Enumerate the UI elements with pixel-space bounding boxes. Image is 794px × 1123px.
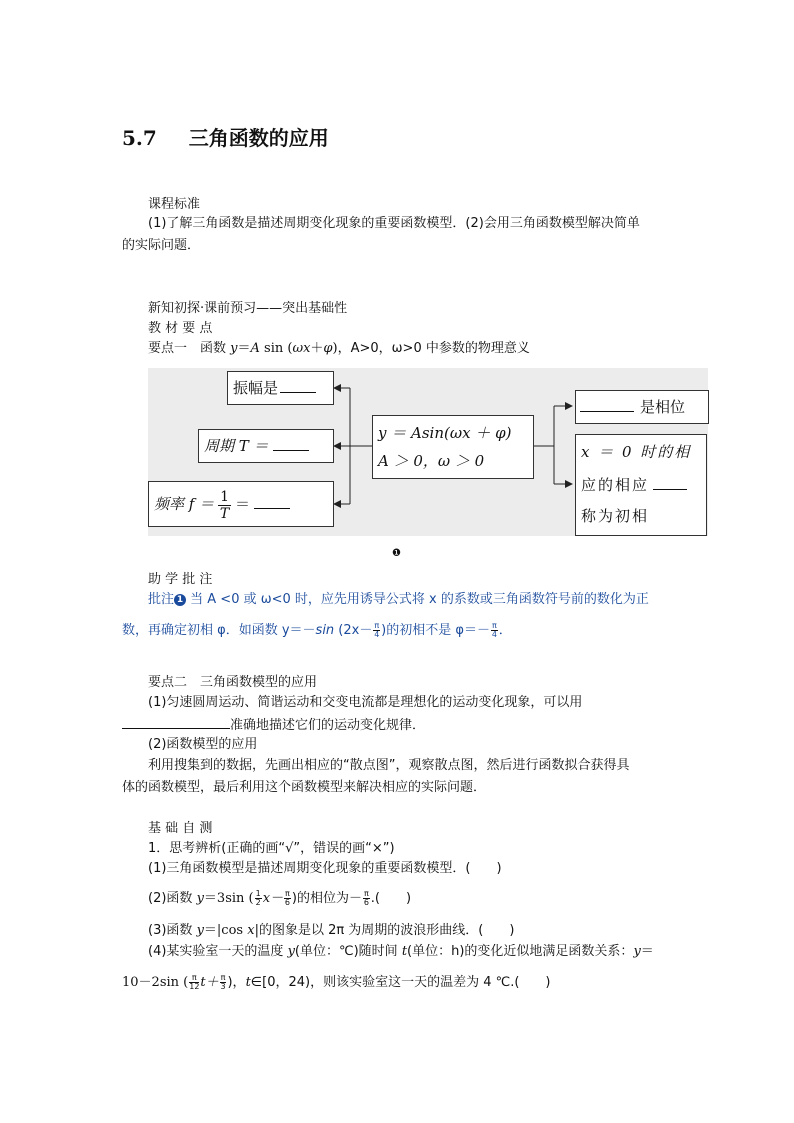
s3-y: y bbox=[196, 923, 204, 938]
s5-prefix: 10－2sin ( bbox=[122, 975, 189, 990]
s4-prefix: (4)某实验室一天的温度 bbox=[148, 944, 288, 959]
parameter-diagram bbox=[148, 368, 708, 536]
s5-pi3-den: 3 bbox=[220, 982, 226, 991]
note-frac2 bbox=[491, 622, 498, 639]
s2-suffix: .( ) bbox=[370, 891, 412, 906]
s2-frac-pi6 bbox=[284, 890, 291, 907]
s2-x: x－ bbox=[262, 891, 284, 906]
point2-line1: (1)匀速圆周运动、简谐运动和交变电流都是理想化的运动变化现象，可以用 bbox=[148, 695, 583, 710]
point1-eq: ＝ bbox=[237, 341, 251, 356]
initial-phase-line2-text: 应的相应 bbox=[581, 476, 650, 494]
s5-frac-pi12 bbox=[189, 974, 199, 991]
note-text2d: ． bbox=[498, 623, 512, 638]
point1-plus: ＋ bbox=[310, 341, 324, 356]
frequency-denominator: T bbox=[219, 505, 230, 522]
initial-phase-blank bbox=[653, 473, 687, 490]
phase-box bbox=[575, 390, 709, 424]
section-name: 三角函数的应用 bbox=[188, 126, 329, 150]
s2-half-num: 1 bbox=[255, 889, 261, 898]
point2-blank bbox=[122, 714, 230, 729]
s4-y: y bbox=[287, 944, 295, 959]
s2-frac-pi6b bbox=[363, 890, 370, 907]
s4-y2: y bbox=[633, 944, 641, 959]
s5-pi3-num: π bbox=[220, 973, 226, 982]
point1-phi: φ bbox=[323, 341, 333, 356]
s3-suffix: |的图象是以 2π 为周期的波浪形曲线．( ) bbox=[254, 923, 515, 938]
initial-phase-line1: x ＝ 0 时的相 bbox=[581, 443, 692, 461]
amplitude-blank bbox=[280, 376, 316, 393]
note-sin: sin bbox=[315, 623, 335, 638]
function-condition: A ＞ 0，ω ＞ 0 bbox=[378, 452, 485, 470]
point1-A: A bbox=[250, 341, 260, 356]
note-text2c: )的初相不是 φ＝－ bbox=[381, 623, 490, 638]
selftest-s3 bbox=[148, 920, 514, 942]
selftest-q1: 1．思考辨析(正确的画“√”，错误的画“×”) bbox=[148, 841, 395, 856]
point1-close: )， bbox=[332, 341, 351, 356]
frequency-label: 频率 f ＝ bbox=[154, 495, 215, 513]
selftest-s2 bbox=[148, 888, 411, 910]
s4-unit2: (单位：h)的变化近似地满足函数关系： bbox=[407, 944, 634, 959]
s5-pi12-num: π bbox=[189, 974, 199, 983]
period-blank bbox=[273, 434, 309, 451]
diagram-note-marker: ❶ bbox=[392, 548, 401, 559]
s2-sin: ＝3sin ( bbox=[203, 891, 254, 906]
standard-heading: 课程标准 bbox=[148, 197, 201, 212]
frequency-numerator: 1 bbox=[220, 488, 230, 505]
note-frac1-den: 4 bbox=[374, 630, 380, 639]
s4-t: t bbox=[401, 944, 408, 959]
note-line1 bbox=[148, 589, 649, 611]
selftest-heading: 基 础 自 测 bbox=[148, 821, 213, 836]
note-label: 批注 bbox=[148, 592, 175, 607]
standard-line1: (1)了解三角函数是描述周期变化现象的重要函数模型．(2)会用三角函数模型解决简单 bbox=[148, 216, 640, 231]
amplitude-label: 振幅是 bbox=[233, 379, 279, 397]
standard-line2: 的实际问题． bbox=[122, 238, 201, 253]
frequency-eq: ＝ bbox=[235, 495, 251, 513]
note-text2a: 数，再确定初相 φ．如函数 y＝－ bbox=[122, 623, 316, 638]
period-label: 周期 T ＝ bbox=[204, 437, 269, 455]
point1-sin: sin ( bbox=[259, 341, 293, 356]
s5-pi12-den: 12 bbox=[189, 982, 200, 991]
point1-condition: A>0，ω>0 中参数的物理意义 bbox=[350, 341, 530, 356]
s2-pi6-num: π bbox=[285, 889, 290, 898]
note-line2 bbox=[122, 620, 512, 642]
period-box bbox=[198, 429, 334, 463]
frequency-fraction bbox=[218, 489, 231, 522]
point1-heading bbox=[148, 338, 530, 360]
note-frac1 bbox=[373, 622, 380, 639]
s2-pi6-den: 6 bbox=[284, 898, 290, 907]
s5-t: t＋ bbox=[200, 975, 219, 990]
note-badge-icon: 1 bbox=[174, 594, 186, 606]
s2-frac-half bbox=[255, 890, 262, 907]
s2-pi6b-den: 6 bbox=[363, 898, 369, 907]
point1-prefix: 要点一 函数 bbox=[148, 341, 227, 356]
note-frac1-num: π bbox=[374, 621, 380, 630]
point1-wx: ωx bbox=[292, 341, 311, 356]
phase-blank bbox=[580, 395, 634, 412]
s5-close: )， bbox=[227, 975, 246, 990]
selftest-s4 bbox=[148, 941, 654, 963]
function-expression: y ＝ Asin(ωx ＋ φ) bbox=[378, 424, 512, 442]
note-frac2-num: π bbox=[491, 621, 497, 630]
initial-phase-line3: 称为初相 bbox=[581, 507, 650, 525]
s5-frac-pi3 bbox=[220, 974, 227, 991]
s4-eq: ＝ bbox=[640, 944, 654, 959]
initial-phase-box bbox=[575, 434, 707, 536]
note-frac2-den: 4 bbox=[491, 630, 497, 639]
selftest-s1: (1)三角函数模型是描述周期变化现象的重要函数模型．( ) bbox=[148, 861, 502, 876]
s4-unit1: (单位：℃)随时间 bbox=[294, 944, 402, 959]
s2-y: y bbox=[196, 891, 204, 906]
point2-heading: 要点二 三角函数模型的应用 bbox=[148, 675, 318, 690]
s3-x: x bbox=[247, 923, 255, 938]
note-text2b: (2x－ bbox=[334, 623, 373, 638]
point2-line2-text: 准确地描述它们的运动变化规律． bbox=[230, 718, 426, 733]
section-number: 5.7 bbox=[122, 126, 157, 150]
point2-line4: 利用搜集到的数据，先画出相应的“散点图”，观察散点图，然后进行函数拟合获得具 bbox=[148, 758, 630, 773]
amplitude-box bbox=[227, 371, 334, 405]
point1-y: y bbox=[230, 341, 238, 356]
phase-label: 是相位 bbox=[640, 398, 686, 416]
frequency-blank bbox=[254, 492, 290, 509]
s3-cos: ＝|cos bbox=[203, 923, 248, 938]
textbook-points-heading: 教 材 要 点 bbox=[148, 321, 213, 336]
s5-t2: t bbox=[245, 975, 251, 990]
preview-heading: 新知初探·课前预习——突出基础性 bbox=[148, 301, 348, 316]
s2-half-den: 2 bbox=[255, 898, 261, 907]
s5-suffix: ∈[0，24)，则该实验室这一天的温差为 4 ℃.( ) bbox=[250, 975, 551, 990]
point2-line5: 体的函数模型，最后利用这个函数模型来解决相应的实际问题． bbox=[122, 780, 487, 795]
function-box bbox=[372, 415, 534, 479]
s2-pi6b-num: π bbox=[363, 889, 369, 898]
notes-heading: 助 学 批 注 bbox=[148, 572, 213, 587]
initial-phase-line2 bbox=[581, 473, 687, 495]
s2-prefix: (2)函数 bbox=[148, 891, 197, 906]
selftest-s5 bbox=[122, 972, 551, 994]
s2-phase-text: )的相位为－ bbox=[291, 891, 362, 906]
point2-line3: (2)函数模型的应用 bbox=[148, 737, 258, 752]
note-text1: 当 A <0 或 ω<0 时，应先用诱导公式将 x 的系数或三角函数符号前的数化为正 bbox=[186, 592, 649, 607]
section-title bbox=[122, 122, 329, 151]
s3-prefix: (3)函数 bbox=[148, 923, 197, 938]
frequency-box bbox=[148, 481, 334, 527]
